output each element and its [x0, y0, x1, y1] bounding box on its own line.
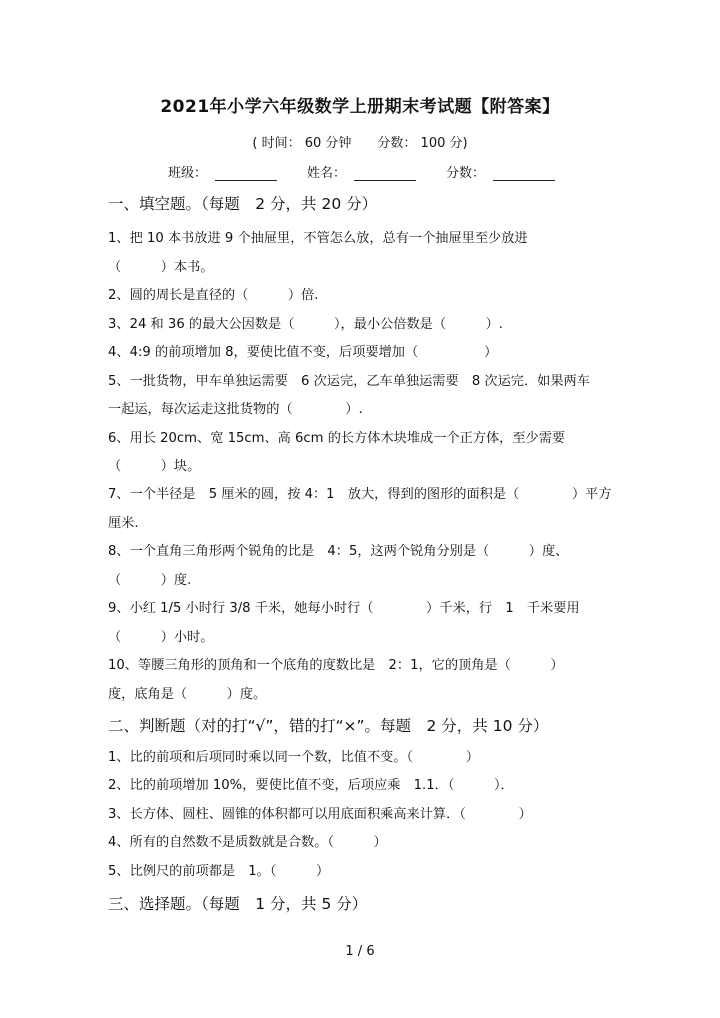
question-line: （ ）块。 [108, 459, 201, 474]
question-line: 1、把 10 本书放进 9 个抽屉里，不管怎么放，总有一个抽屉里至少放进 [108, 231, 528, 246]
question-line: 10、等腰三角形的顶角和一个底角的度数比是 2：1，它的顶角是（ ） [108, 658, 564, 673]
question-line: 8、一个直角三角形两个锐角的比是 4：5，这两个锐角分别是（ ）度、 [108, 544, 569, 559]
name-label: 姓名： [307, 166, 347, 181]
question-line: 3、长方体、圆柱、圆锥的体积都可以用底面积乘高来计算．（ ） [108, 807, 532, 822]
question-line: 3、24 和 36 的最大公因数是（ ），最小公倍数是（ ）. [108, 317, 503, 332]
question-line: 5、一批货物，甲车单独运需要 6 次运完，乙车单独运需要 8 次运完．如果两车 [108, 374, 590, 389]
section-heading: 二、判断题（对的打“√”，错的打“×”。每题 2 分，共 10 分） [108, 717, 549, 735]
section-heading: 三、选择题。（每题 1 分，共 5 分） [108, 895, 368, 913]
name-blank[interactable] [354, 166, 416, 181]
question-line: 7、一个半径是 5 厘米的圆，按 4：1 放大，得到的图形的面积是（ ）平方 [108, 487, 612, 502]
question-line: 5、比例尺的前项都是 1。（ ） [108, 864, 330, 879]
question-line: 4、4:9 的前项增加 8，要使比值不变，后项要增加（ ） [108, 345, 498, 360]
question-line: 厘米. [108, 516, 139, 531]
section-heading: 一、填空题。（每题 2 分，共 20 分） [108, 195, 378, 213]
question-line: （ ）度. [108, 573, 192, 588]
question-line: （ ）小时。 [108, 630, 214, 645]
student-info-row [168, 162, 585, 181]
question-line: 1、比的前项和后项同时乘以同一个数，比值不变。（ ） [108, 750, 480, 765]
question-line: 一起运，每次运走这批货物的（ ）. [108, 402, 363, 417]
question-line: 度，底角是（ ）度。 [108, 687, 267, 702]
question-line: 2、比的前项增加 10%，要使比值不变，后项应乘 1.1．（ ）． [108, 778, 514, 793]
class-field [168, 162, 277, 181]
question-line: 6、用长 20cm、宽 15cm、高 6cm 的长方体木块堆成一个正方体，至少需要 [108, 431, 566, 446]
class-label: 班级： [168, 166, 208, 181]
question-line: 2、圆的周长是直径的（ ）倍. [108, 288, 319, 303]
score-blank[interactable] [493, 166, 555, 181]
score-field [446, 162, 555, 181]
exam-subtitle: ( 时间： 60 分钟 分数： 100 分) [252, 136, 468, 151]
page-title: 2021年小学六年级数学上册期末考试题【附答案】 [160, 97, 560, 117]
class-blank[interactable] [215, 166, 277, 181]
question-line: 9、小红 1/5 小时行 3/8 千米，她每小时行（ ）千米，行 1 千米要用 [108, 601, 580, 616]
name-field [307, 162, 416, 181]
question-line: （ ）本书。 [108, 260, 214, 275]
page-number: 1 / 6 [345, 944, 375, 959]
score-label: 分数： [446, 166, 486, 181]
question-line: 4、所有的自然数不是质数就是合数。（ ） [108, 835, 387, 850]
